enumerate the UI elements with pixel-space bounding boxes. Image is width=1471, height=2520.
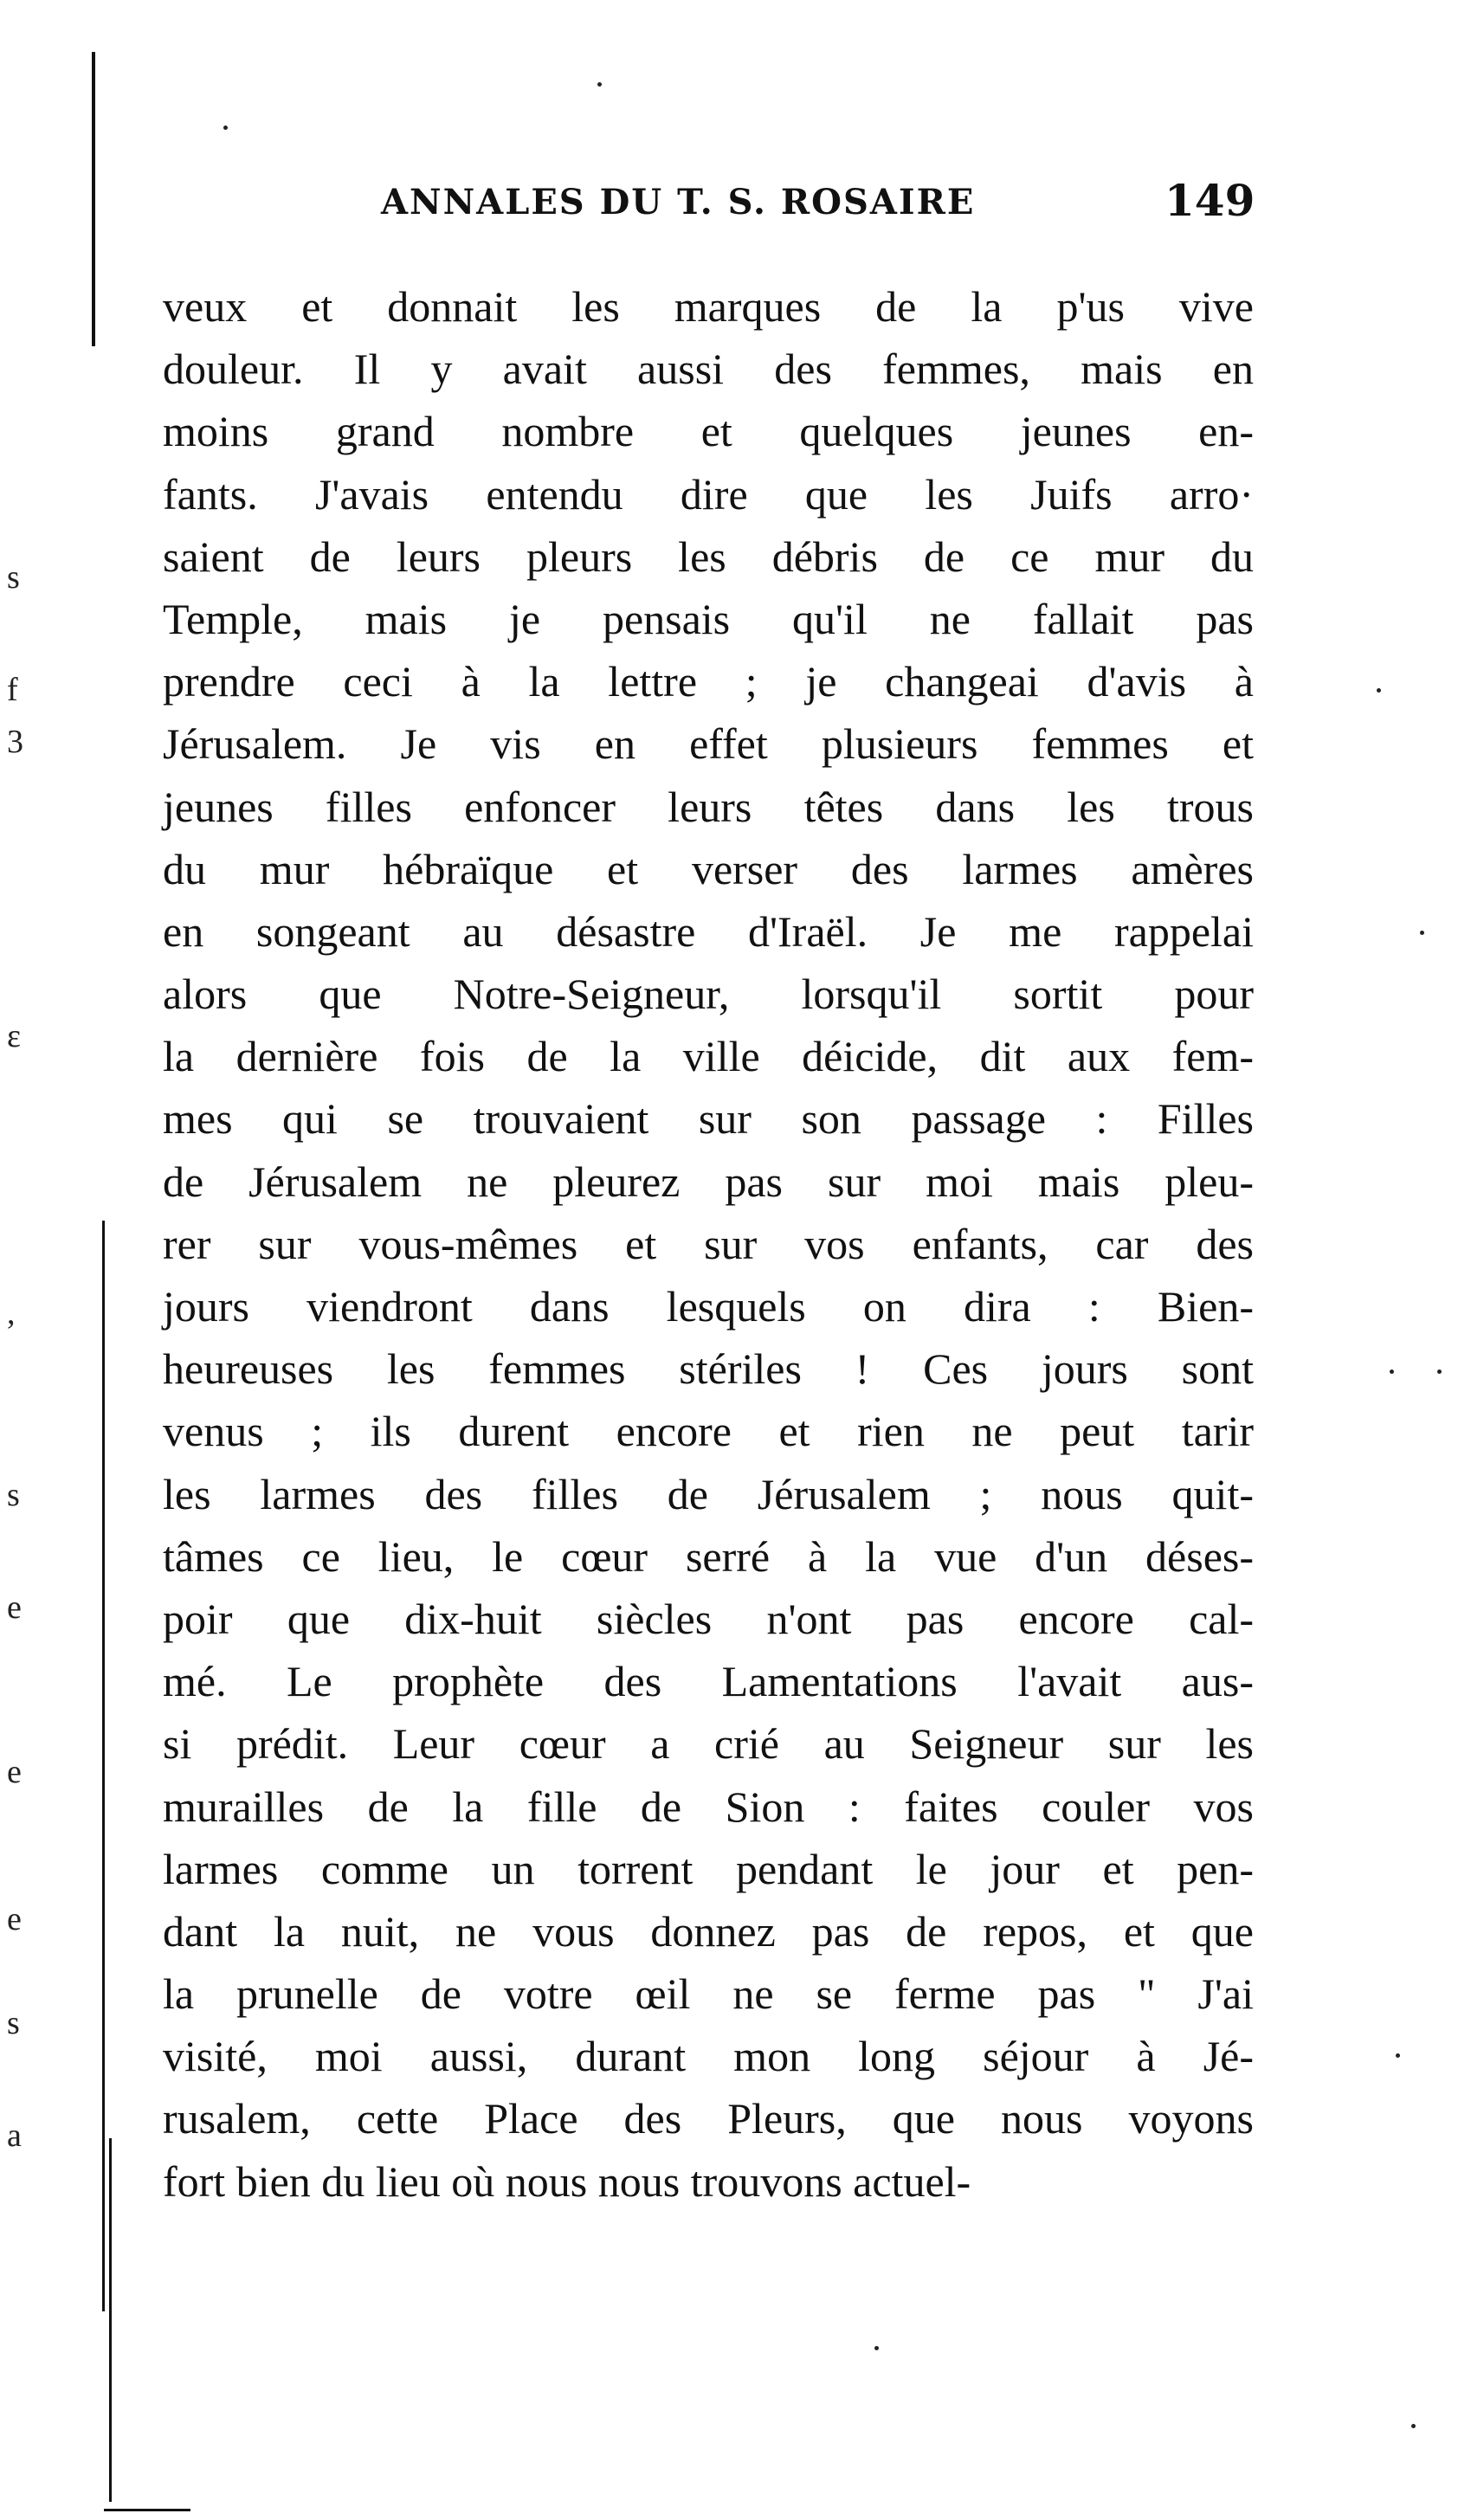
text-line: Jérusalem. Je vis en effet plusieurs femmes et xyxy=(163,719,1254,769)
running-title: ANNALES DU T. S. ROSAIRE xyxy=(381,182,976,222)
text-line: rer sur vous-mêmes et sur vos enfants, car des xyxy=(163,1219,1254,1268)
margin-fragment: f xyxy=(7,672,18,708)
text-line: du mur hébraïque et verser des larmes amères xyxy=(163,844,1254,893)
text-line: fants. J'avais entendu dire que les Juifs arro· xyxy=(163,469,1254,519)
print-speck xyxy=(1390,1370,1394,1374)
text-line: poir que dix-huit siècles n'ont pas encore cal- xyxy=(163,1594,1254,1643)
print-speck xyxy=(1411,2424,1416,2428)
margin-fragment: s xyxy=(7,2005,20,2041)
text-line: jours viendront dans lesquels on dira : Bien- xyxy=(163,1282,1254,1331)
text-line: moins grand nombre et quelques jeunes en- xyxy=(163,407,1254,456)
margin-fragment: s xyxy=(7,1477,20,1513)
text-line: venus ; ils durent encore et rien ne peut tarir xyxy=(163,1407,1254,1456)
text-line: larmes comme un torrent pendant le jour et pen- xyxy=(163,1844,1254,1893)
margin-fragment: e xyxy=(7,1901,22,1937)
page-number: 149 xyxy=(1165,175,1255,226)
text-line: Temple, mais je pensais qu'il ne fallait pas xyxy=(163,594,1254,643)
margin-fragment: s xyxy=(7,559,20,596)
text-line: murailles de la fille de Sion : faites couler vos xyxy=(163,1782,1254,1831)
margin-fragment: e xyxy=(7,1589,22,1626)
text-line: mé. Le prophète des Lamentations l'avait aus- xyxy=(163,1657,1254,1706)
text-line: si prédit. Leur cœur a crié au Seigneur sur les xyxy=(163,1719,1254,1769)
text-line: mes qui se trouvaient sur son passage : Filles xyxy=(163,1094,1254,1144)
bottom-edge-rule xyxy=(104,2509,190,2511)
margin-fragment: ε xyxy=(7,1018,21,1054)
print-speck xyxy=(597,82,602,87)
body-text xyxy=(163,275,1254,2213)
print-speck xyxy=(223,126,228,130)
text-line: en songeant au désastre d'Iraël. Je me rappelai xyxy=(163,906,1254,956)
print-speck xyxy=(1420,931,1424,935)
print-speck xyxy=(874,2346,879,2350)
text-line: de Jérusalem ne pleurez pas sur moi mais pleu- xyxy=(163,1157,1254,1206)
text-line: tâmes ce lieu, le cœur serré à la vue d'un déses- xyxy=(163,1531,1254,1581)
text-line: dant la nuit, ne vous donnez pas de repos, et que xyxy=(163,1906,1254,1956)
binding-rule-bottom xyxy=(109,2138,112,2502)
text-line: rusalem, cette Place des Pleurs, que nous voyons xyxy=(163,2094,1254,2143)
text-line: prendre ceci à la lettre ; je changeai d'avis à xyxy=(163,657,1254,706)
text-line: saient de leurs pleurs les débris de ce mur du xyxy=(163,532,1254,581)
text-line: alors que Notre-Seigneur, lorsqu'il sortit pour xyxy=(163,970,1254,1019)
margin-fragment: , xyxy=(7,1295,16,1331)
print-speck xyxy=(1396,2053,1400,2058)
text-line: la dernière fois de la ville déicide, dit aux fem- xyxy=(163,1032,1254,1081)
margin-fragment: 3 xyxy=(7,724,23,760)
binding-rule-top xyxy=(92,52,95,346)
text-line: jeunes filles enfoncer leurs têtes dans les trous xyxy=(163,782,1254,831)
text-line: veux et donnait les marques de la p'us vive xyxy=(163,282,1254,331)
text-line: heureuses les femmes stériles ! Ces jours sont xyxy=(163,1344,1254,1394)
text-line: fort bien du lieu où nous nous trouvons actuel- xyxy=(163,2156,971,2206)
binding-rule-middle xyxy=(102,1221,105,2311)
print-speck xyxy=(1437,1370,1442,1374)
margin-fragment: e xyxy=(7,1754,22,1790)
margin-fragment: a xyxy=(7,2117,22,2154)
text-line: douleur. Il y avait aussi des femmes, mais en xyxy=(163,345,1254,394)
text-line: visité, moi aussi, durant mon long séjour à Jé- xyxy=(163,2032,1254,2081)
text-line: les larmes des filles de Jérusalem ; nous quit- xyxy=(163,1469,1254,1518)
print-speck xyxy=(1377,688,1381,693)
text-line: la prunelle de votre œil ne se ferme pas " J'ai xyxy=(163,1969,1254,2019)
